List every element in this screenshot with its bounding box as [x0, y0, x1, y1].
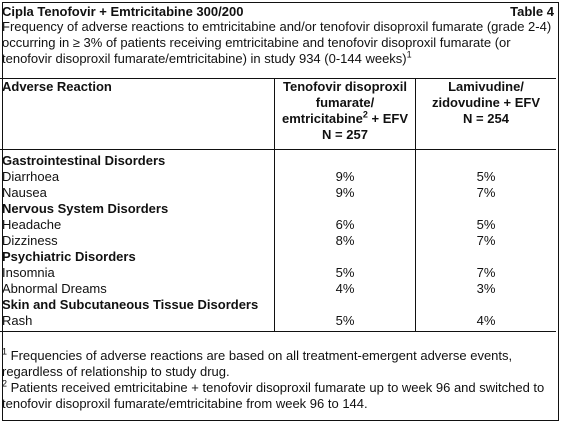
reaction-cell: Nausea — [0, 185, 275, 201]
reaction-cell: Headache — [0, 217, 275, 233]
table-row — [0, 169, 556, 185]
footnote-1-text: Frequencies of adverse reactions are based on all treatment-emergent adverse events, regardless of relationship to study drug. — [2, 348, 513, 379]
category-row — [0, 201, 556, 217]
footnote-2-mark: 2 — [2, 378, 8, 389]
table-row — [0, 217, 556, 233]
adverse-reactions-table — [0, 78, 556, 332]
category-row — [0, 297, 556, 313]
tdf-value-cell: 5% — [275, 313, 416, 332]
table-label: Table 4 — [510, 3, 554, 19]
header-tdf-line2: fumarate/ — [315, 95, 375, 110]
header-tdf-footnote-ref: 2 — [362, 109, 368, 120]
tdf-value-cell: 4% — [275, 281, 416, 297]
tdf-value-cell: 6% — [275, 217, 416, 233]
category-row — [0, 150, 556, 170]
intro-footnote-ref: 1 — [406, 49, 412, 60]
table-row — [0, 233, 556, 249]
tdf-value-cell: 9% — [275, 169, 416, 185]
header-lamivudine-zidovudine — [416, 79, 557, 150]
category-psychiatric: Psychiatric Disorders — [0, 249, 275, 265]
lam-value-cell: 5% — [476, 169, 496, 184]
header-adverse-reaction: Adverse Reaction — [0, 79, 275, 150]
header-lam-n: N = 254 — [463, 111, 509, 126]
category-row — [0, 249, 556, 265]
intro-paragraph — [2, 19, 554, 67]
title-bar — [2, 2, 554, 20]
header-tdf-line3 — [277, 111, 413, 127]
lam-value-cell: 4% — [416, 313, 557, 332]
table-row — [0, 313, 556, 332]
table-header-row — [0, 79, 556, 150]
tdf-value-cell: 5% — [275, 265, 416, 281]
footnote-2-text: Patients received emtricitabine + tenofovir disoproxil fumarate up to week 96 and switched to tenofovir disoproxil fumarate/emtricitabine from week 96 to 144. — [2, 380, 545, 411]
category-nervous-system: Nervous System Disorders — [0, 201, 275, 217]
footnote-1-mark: 1 — [2, 346, 8, 357]
category-skin-subcutaneous: Skin and Subcutaneous Tissue Disorders — [0, 297, 275, 313]
lam-value-cell: 3% — [476, 281, 496, 296]
category-gastrointestinal: Gastrointestinal Disorders — [0, 150, 275, 170]
footnote-2 — [2, 380, 554, 412]
tdf-value-cell: 9% — [275, 185, 416, 201]
footnote-1 — [2, 348, 554, 380]
header-lam-line2: zidovudine + EFV — [432, 95, 540, 110]
lam-value-cell: 7% — [476, 265, 496, 280]
header-tdf-line3-suffix: + EFV — [367, 111, 409, 126]
table-row — [0, 281, 556, 297]
header-tdf-emtricitabine — [275, 79, 416, 150]
header-tdf-line3-text: emtricitabine — [281, 111, 363, 126]
reaction-cell: Dizziness — [0, 233, 275, 249]
lam-value-cell: 7% — [476, 233, 496, 248]
header-tdf-n: N = 257 — [322, 127, 368, 142]
header-lam-line1: Lamivudine/ — [448, 79, 524, 94]
table-row — [0, 185, 556, 201]
table-row — [0, 265, 556, 281]
reaction-cell: Abnormal Dreams — [0, 281, 275, 297]
intro-text: Frequency of adverse reactions to emtricitabine and/or tenofovir disoproxil fumarate (grade 2-4) occurring in ≥ 3% of patients receiving emtricitabine and tenofovir disoproxil fumarate (or tenofovir disoproxil fumarate/emtricitabine) in study 934 (0-144 weeks) — [2, 19, 552, 66]
reaction-cell: Insomnia — [0, 265, 275, 281]
tdf-value-cell: 8% — [275, 233, 416, 249]
document-title: Cipla Tenofovir + Emtricitabine 300/200 — [2, 3, 244, 19]
header-tdf-line1: Tenofovir disoproxil — [283, 79, 407, 94]
lam-value-cell: 7% — [476, 185, 496, 200]
footnotes — [2, 348, 554, 412]
reaction-cell: Diarrhoea — [0, 169, 275, 185]
reaction-cell: Rash — [0, 313, 275, 332]
lam-value-cell: 5% — [476, 217, 496, 232]
